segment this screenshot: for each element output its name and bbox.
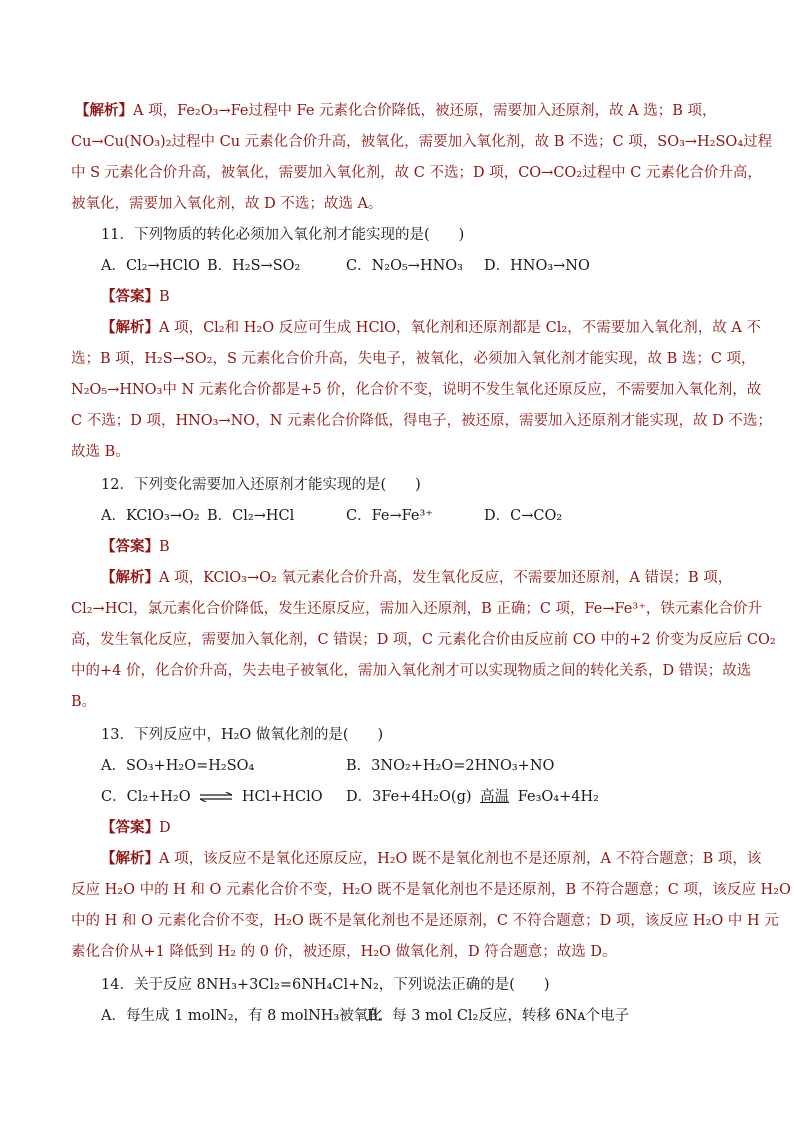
q13-analysis-line-3: 中的 H 和 O 元素化合价不变，H₂O 既不是氧化剂也不是还原剂，C 不符合题意；D 项，该反应 H₂O 中 H 元 xyxy=(71,913,779,929)
q11-option-a: A．Cl₂→HClO xyxy=(101,258,200,274)
answer-value: B xyxy=(159,539,170,555)
q10-analysis-line-2: Cu→Cu(NO₃)₂过程中 Cu 元素化合价升高，被氧化，需要加入氧化剂，故 B 不选；C 项，SO₃→H₂SO₄过程 xyxy=(71,134,773,150)
q11-stem: 11．下列物质的转化必须加入氧化剂才能实现的是( ) xyxy=(101,227,465,243)
q11-analysis-line-2: 选；B 项，H₂S→SO₂，S 元素化合价升高，失电子，被氧化，必须加入氧化剂才能实现，故 B 选；C 项， xyxy=(71,351,756,367)
analysis-label: 【解析】 xyxy=(75,102,133,119)
q13-option-d-left: D．3Fe+4H₂O(g) xyxy=(346,789,472,805)
q12-stem: 12．下列变化需要加入还原剂才能实现的是( ) xyxy=(101,477,421,493)
q11-option-d: D．HNO₃→NO xyxy=(484,258,590,274)
q13-option-a: A．SO₃+H₂O=H₂SO₄ xyxy=(101,758,255,774)
q12-analysis-line-4: 中的+4 价，化合价升高，失去电子被氧化，需加入氧化剂才可以实现物质之间的转化关系，D 错误；故选 xyxy=(71,663,752,679)
answer-label: 【答案】 xyxy=(101,538,159,555)
q13-option-d xyxy=(346,787,599,807)
q11-analysis-line-3: N₂O₅→HNO₃中 N 元素化合价都是+5 价，化合价不变，说明不发生氧化还原反应，不需要加入氧化剂，故 xyxy=(71,382,762,398)
q12-option-b: B．Cl₂→HCl xyxy=(207,508,295,524)
q10-analysis-line-4: 被氧化，需要加入氧化剂，故 D 不选；故选 A。 xyxy=(71,196,383,212)
analysis-text: A 项，Cl₂和 H₂O 反应可生成 HClO，氧化剂和还原剂都是 Cl₂，不需要加入氧化剂，故 A 不 xyxy=(159,320,761,336)
q11-analysis-line-5: 故选 B。 xyxy=(71,444,130,460)
q12-option-d: D．C→CO₂ xyxy=(484,508,563,524)
q13-answer xyxy=(101,818,171,838)
analysis-label: 【解析】 xyxy=(101,850,159,867)
q13-analysis-line-4: 素化合价从+1 降低到 H₂ 的 0 价，被还原，H₂O 做氧化剂，D 符合题意；故选 D。 xyxy=(71,944,617,960)
q13-option-b: B．3NO₂+H₂O=2HNO₃+NO xyxy=(346,758,555,774)
q10-analysis-line-1 xyxy=(75,101,716,121)
analysis-label: 【解析】 xyxy=(101,569,159,586)
q14-stem: 14．关于反应 8NH₃+3Cl₂=6NH₄Cl+N₂，下列说法正确的是( ) xyxy=(101,977,550,993)
answer-label: 【答案】 xyxy=(101,819,159,836)
analysis-text: A 项，Fe₂O₃→Fe过程中 Fe 元素化合价降低，被还原，需要加入还原剂，故 A 选；B 项， xyxy=(133,103,717,119)
q13-analysis-line-1 xyxy=(101,849,761,869)
q13-option-c-left: C．Cl₂+H₂O xyxy=(101,789,191,805)
answer-label: 【答案】 xyxy=(101,288,159,305)
q12-analysis-line-5: B。 xyxy=(71,694,97,710)
answer-value: D xyxy=(159,820,171,836)
q12-option-a: A．KClO₃→O₂ xyxy=(101,508,200,524)
q12-analysis-line-2: Cl₂→HCl，氯元素化合价降低，发生还原反应，需加入还原剂，B 正确；C 项，Fe→Fe³⁺，铁元素化合价升 xyxy=(71,601,762,617)
q12-analysis-line-1 xyxy=(101,568,732,588)
q13-stem: 13．下列反应中，H₂O 做氧化剂的是( ) xyxy=(101,727,384,743)
q12-analysis-line-3: 高，发生氧化反应，需要加入氧化剂，C 错误；D 项，C 元素化合价由反应前 CO 中的+2 价变为反应后 CO₂ xyxy=(71,632,776,648)
q11-answer xyxy=(101,287,170,307)
reversible-arrow-icon xyxy=(199,792,233,802)
q11-analysis-line-4: C 不选；D 项，HNO₃→NO，N 元素化合价降低，得电子，被还原，需要加入还原剂才能实现，故 D 不选； xyxy=(71,413,772,429)
q13-analysis-line-2: 反应 H₂O 中的 H 和 O 元素化合价不变，H₂O 既不是氧化剂也不是还原剂，B 不符合题意；C 项，该反应 H₂O xyxy=(71,882,791,898)
analysis-text: A 项，该反应不是氧化还原反应，H₂O 既不是氧化剂也不是还原剂，A 不符合题意；B 项，该 xyxy=(159,851,762,867)
q14-option-a: A．每生成 1 molN₂，有 8 molNH₃被氧化 xyxy=(101,1008,383,1024)
q14-option-b: B．每 3 mol Cl₂反应，转移 6Nᴀ个电子 xyxy=(367,1008,630,1024)
q13-option-d-right: Fe₃O₄+4H₂ xyxy=(517,789,599,805)
q12-answer xyxy=(101,537,170,557)
q10-analysis-line-3: 中 S 元素化合价升高，被氧化，需要加入氧化剂，故 C 不选；D 项，CO→CO₂过程中 C 元素化合价升高， xyxy=(71,165,762,181)
analysis-text: A 项，KClO₃→O₂ 氧元素化合价升高，发生氧化反应，不需要加还原剂，A 错误；B 项， xyxy=(159,570,733,586)
q11-option-c: C．N₂O₅→HNO₃ xyxy=(346,258,463,274)
analysis-label: 【解析】 xyxy=(101,319,159,336)
q11-analysis-line-1 xyxy=(101,318,761,338)
answer-value: B xyxy=(159,289,170,305)
q13-option-c xyxy=(101,787,323,807)
q11-option-b: B．H₂S→SO₂ xyxy=(207,258,301,274)
q13-option-c-right: HCl+HClO xyxy=(241,789,323,805)
q12-option-c: C．Fe→Fe³⁺ xyxy=(346,508,433,524)
reaction-condition: 高温 xyxy=(480,789,510,805)
